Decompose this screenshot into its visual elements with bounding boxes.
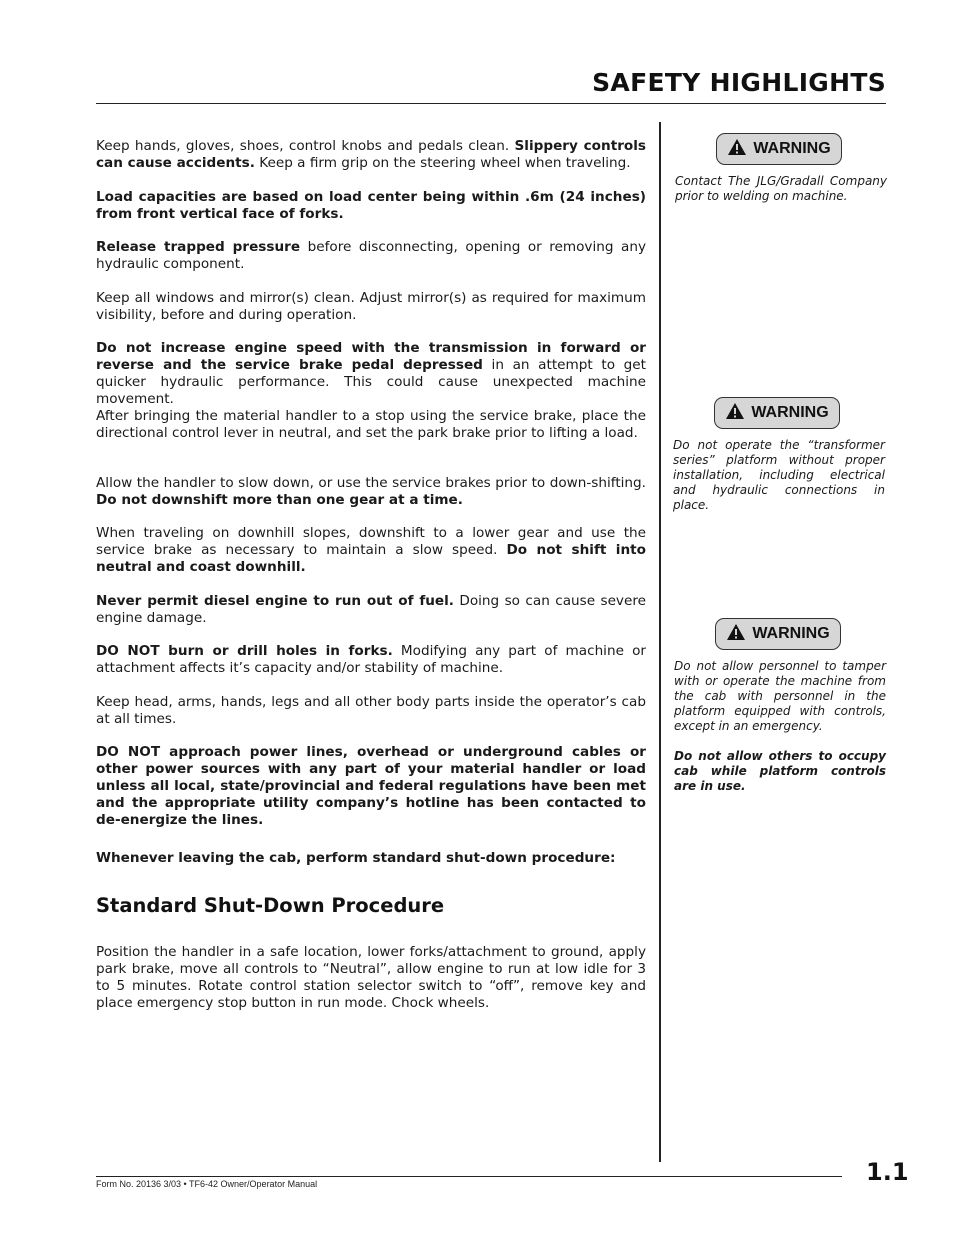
warning-text: Do not allow personnel to tamper with or operate the machine from the cab with personnel in the platform equipped with controls, except in an emergency.	[674, 659, 886, 733]
warning-label: WARNING	[752, 625, 830, 642]
text-run: Keep head, arms, hands, legs and all other body parts inside the operator’s cab at all times.	[96, 694, 646, 727]
section-heading: Standard Shut-Down Procedure	[96, 894, 445, 917]
text-run: Keep a firm grip on the steering wheel when traveling.	[254, 155, 631, 171]
paragraph	[96, 694, 646, 728]
text-run: Doing so can cause severe engine damage.	[96, 593, 646, 626]
bold-text: DO NOT burn or drill holes in forks.	[96, 643, 393, 659]
bold-text: Do not downshift more than one gear at a time.	[96, 492, 463, 508]
bold-text: Never permit diesel engine to run out of fuel.	[96, 593, 454, 609]
title-divider	[96, 103, 886, 104]
paragraph	[96, 744, 646, 829]
text-run: Allow the handler to slow down, or use the service brakes prior to down-shifting.	[96, 475, 646, 491]
paragraph	[96, 643, 646, 677]
text-run: Modifying any part of machine or attachment affects it’s capacity and/or stability of machine.	[96, 643, 646, 676]
paragraph	[96, 290, 646, 324]
warning-triangle-icon	[727, 138, 747, 161]
page-number: 1.1	[866, 1158, 909, 1186]
bold-text: DO NOT approach power lines, overhead or underground cables or other power sources with any part of your material handler or load unless all local, state/provincial and federal regulations have been met and the appropriate utility company’s hotline has been contacted to de-energize the lines.	[96, 744, 646, 828]
column-divider	[659, 122, 661, 1162]
warning-text: Do not operate the “transformer series” platform without proper installation, including electrical and hydraulic connections in place.	[673, 438, 885, 512]
paragraph	[96, 850, 646, 867]
procedure-paragraph: Position the handler in a safe location, lower forks/attachment to ground, apply park brake, move all controls to “Neutral”, allow engine to run at low idle for 3 to 5 minutes. Rotate control station selector switch to “off”, remove key and place emergency stop button in run mode. Chock wheels.	[96, 944, 646, 1011]
paragraph	[96, 475, 646, 509]
bold-text: Do not increase engine speed with the transmission in forward or reverse and the service brake pedal depressed	[96, 340, 646, 373]
warning-badge	[715, 618, 841, 650]
warning-badge	[716, 133, 842, 165]
text-run: before disconnecting, opening or removing any hydraulic component.	[96, 239, 646, 272]
paragraph	[96, 189, 646, 223]
footer-divider	[96, 1176, 842, 1177]
warning-label: WARNING	[753, 140, 831, 157]
paragraph	[96, 593, 646, 627]
bold-text: Whenever leaving the cab, perform standard shut-down procedure:	[96, 850, 616, 866]
footer-form-text: Form No. 20136 3/03 • TF6-42 Owner/Operator Manual	[96, 1179, 318, 1189]
text-run: Keep hands, gloves, shoes, control knobs and pedals clean.	[96, 138, 515, 154]
text-run: in an attempt to get quicker hydraulic performance. This could cause unexpected machine movement.	[96, 357, 646, 407]
bold-text: Release trapped pressure	[96, 239, 301, 255]
paragraph	[96, 138, 646, 172]
warning-text: Contact The JLG/Gradall Company prior to welding on machine.	[675, 174, 887, 203]
warning-triangle-icon	[725, 402, 745, 425]
paragraph	[96, 525, 646, 576]
paragraph	[96, 239, 646, 273]
page-title: SAFETY HIGHLIGHTS	[592, 68, 886, 97]
bold-text: Do not shift into neutral and coast downhill.	[96, 542, 646, 575]
paragraph	[96, 340, 646, 408]
bold-text: Slippery controls can cause accidents.	[96, 138, 646, 171]
text-run: When traveling on downhill slopes, downshift to a lower gear and use the service brake as necessary to maintain a slow speed.	[96, 525, 646, 558]
paragraph	[96, 408, 646, 442]
bold-text: Load capacities are based on load center being within .6m (24 inches) from front vertical face of forks.	[96, 189, 646, 222]
warning-label: WARNING	[751, 404, 829, 421]
warning-badge	[714, 397, 840, 429]
warning-triangle-icon	[726, 623, 746, 646]
text-run: Keep all windows and mirror(s) clean. Adjust mirror(s) as required for maximum visibility, before and during operation.	[96, 290, 646, 323]
text-run: After bringing the material handler to a stop using the service brake, place the directional control lever in neutral, and set the park brake prior to lifting a load.	[96, 408, 646, 441]
warning-text-bold: Do not allow others to occupy cab while platform controls are in use.	[674, 749, 886, 793]
